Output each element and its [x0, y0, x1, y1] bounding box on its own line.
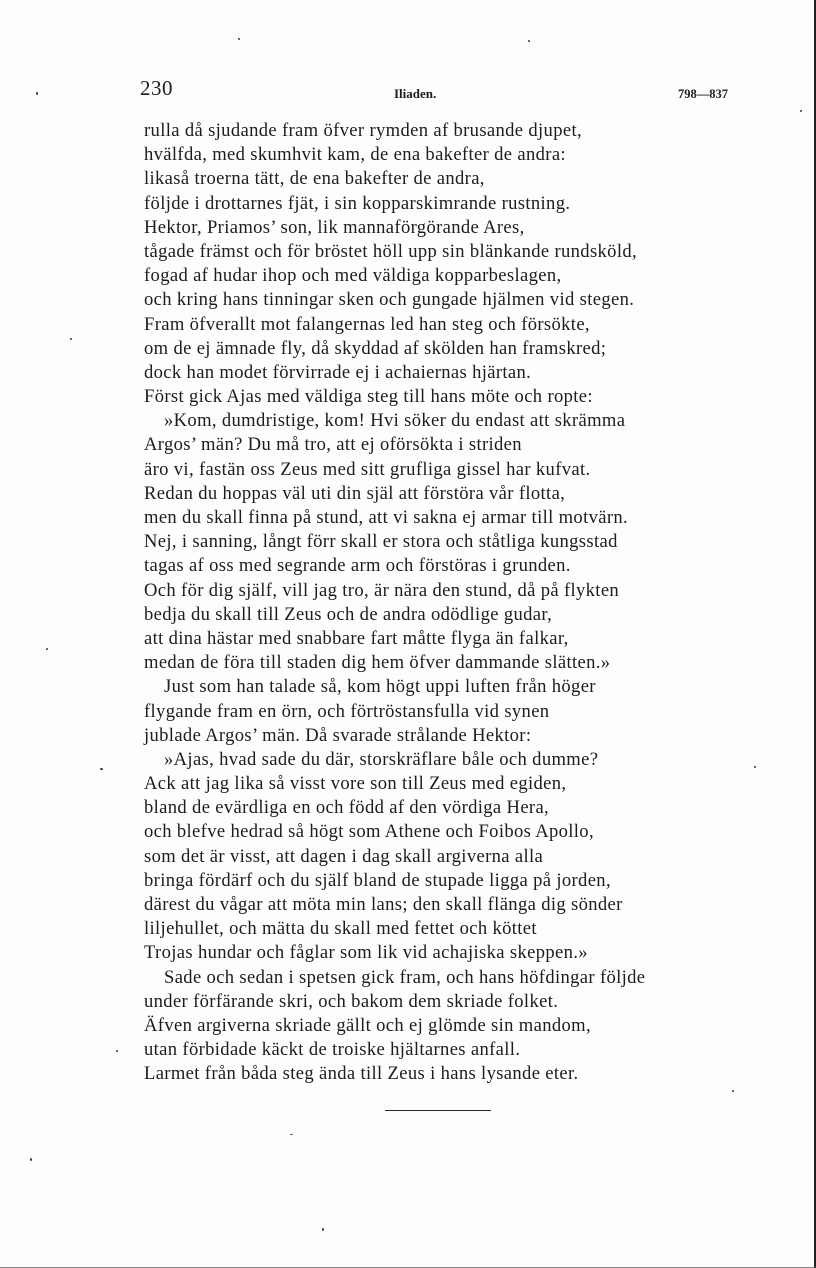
verse-line: följde i drottarnes fjät, i sin kopparskimrande rustning.	[144, 192, 571, 214]
verse-line: och kring hans tinningar sken och gungade hjälmen vid stegen.	[144, 289, 635, 311]
verse-line: dock han modet förvirrade ej i achaiernas hjärtan.	[144, 361, 532, 383]
running-title: Iliaden.	[394, 86, 437, 101]
scan-speck	[70, 338, 72, 340]
verse-line: Redan du hoppas väl uti din själ att förstöra vår flotta,	[144, 482, 566, 504]
verse-line: därest du vågar att möta min lans; den skall flänga dig sönder	[144, 894, 623, 915]
verse-line: Just som han talade så, kom högt uppi luften från höger	[164, 676, 596, 698]
scan-speck	[290, 1134, 293, 1135]
verse-line: Och för dig själf, vill jag tro, är nära den stund, då på flykten	[144, 579, 620, 601]
scan-speck	[238, 38, 240, 40]
verse-line: Nej, i sanning, långt förr skall er stora och ståtliga kungsstad	[144, 531, 618, 553]
verse-text	[144, 119, 738, 1087]
verse-line: Sade och sedan i spetsen gick fram, och hans höfdingar följde	[164, 966, 646, 988]
verse-line: liljehullet, och mätta du skall med fettet och köttet	[144, 918, 537, 940]
scan-speck	[800, 110, 802, 112]
verse-line: som det är visst, att dagen i dag skall argiverna alla	[144, 845, 544, 867]
scan-speck	[46, 648, 48, 650]
verse-line: Trojas hundar och fåglar som lik vid achajiska skeppen.»	[144, 942, 588, 964]
verse-line: tågade främst och för bröstet höll upp sin blänkande rundsköld,	[144, 240, 637, 262]
scan-speck	[100, 768, 103, 770]
verse-line: »Ajas, hvad sade du där, storskräflare båle och dumme?	[164, 748, 599, 770]
page-header	[140, 76, 728, 106]
verse-line: hvälfda, med skumhvit kam, de ena bakefter de andra:	[144, 144, 566, 166]
verse-line: Fram öfverallt mot falangernas led han steg och försökte,	[144, 313, 590, 335]
verse-line: bedja du skall till Zeus och de andra odödlige gudar,	[144, 603, 553, 625]
verse-line: likaså troerna tätt, de ena bakefter de andra,	[144, 168, 485, 190]
verse-line: att dina hästar med snabbare fart måtte flyga än falkar,	[144, 627, 569, 649]
scan-speck	[322, 1228, 324, 1231]
verse-line: medan de föra till staden dig hem öfver dammande slätten.»	[144, 652, 611, 674]
verse-line: Äfven argiverna skriade gällt och ej glömde sin mandom,	[144, 1014, 591, 1036]
scan-speck	[36, 92, 38, 95]
verse-line: Larmet från båda steg ända till Zeus i hans lysande eter.	[144, 1063, 579, 1085]
verse-line: under förfärande skri, och bakom dem skriade folket.	[144, 990, 559, 1012]
end-rule	[385, 1110, 491, 1111]
verse-line: Argos’ män? Du må tro, att ej oförsökta i striden	[144, 434, 522, 456]
scan-speck	[754, 766, 756, 768]
scan-speck	[116, 1050, 118, 1052]
scan-speck	[30, 1158, 32, 1161]
verse-line: jublade Argos’ män. Då svarade strålande Hektor:	[144, 724, 532, 746]
scan-speck	[732, 1090, 734, 1092]
verse-line: tagas af oss med segrande arm och förstöras i grunden.	[144, 555, 571, 577]
verse-line: Först gick Ajas med väldiga steg till hans möte och ropte:	[144, 386, 593, 408]
verse-line: och blefve hedrad så högt som Athene och Foibos Apollo,	[144, 821, 594, 843]
verse-line: utan förbidade käckt de troiske hjältarnes anfall.	[144, 1039, 521, 1061]
page-number: 230	[140, 76, 173, 100]
line-range: 798—837	[678, 87, 728, 101]
verse-line: äro vi, fastän oss Zeus med sitt grufliga gissel har kufvat.	[144, 458, 591, 480]
scan-speck	[528, 40, 530, 42]
verse-line: men du skall finna på stund, att vi sakna ej armar till motvärn.	[144, 507, 629, 528]
verse-line: flygande fram en örn, och förtröstansfulla vid synen	[144, 700, 550, 722]
verse-line: fogad af hudar ihop och med väldiga kopparbeslagen,	[144, 265, 562, 287]
verse-line: rulla då sjudande fram öfver rymden af brusande djupet,	[144, 120, 582, 141]
verse-line: om de ej ämnade fly, då skyddad af skölden han framskred;	[144, 337, 607, 359]
verse-line: »Kom, dumdristige, kom! Hvi söker du endast att skrämma	[164, 410, 626, 432]
verse-line: Ack att jag lika så visst vore son till Zeus med egiden,	[144, 773, 567, 795]
verse-line: bland de evärdliga en och född af den vördiga Hera,	[144, 797, 550, 819]
verse-line: Hektor, Priamos’ son, lik mannaförgörande Ares,	[144, 216, 525, 238]
verse-line: bringa fördärf och du själf bland de stupade ligga på jorden,	[144, 869, 611, 891]
